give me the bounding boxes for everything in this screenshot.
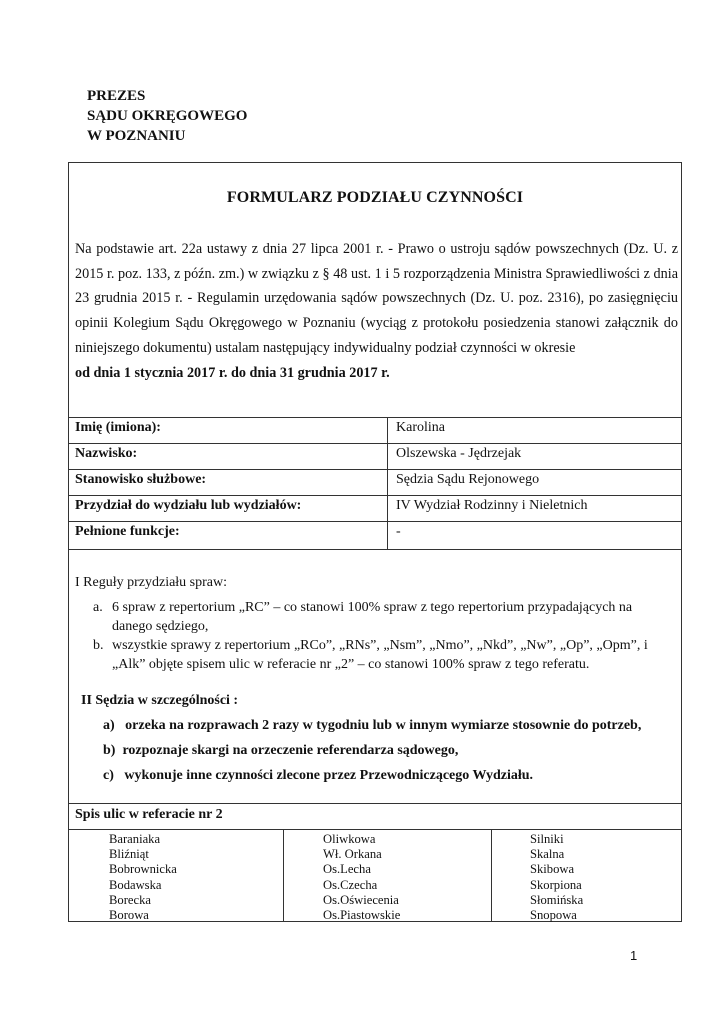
- duty-text: rozpoznaje skargi na orzeczenie referendarza sądowego,: [122, 743, 459, 758]
- header-line-3: W POZNANIU: [87, 128, 186, 144]
- duties-title: II Sędzia w szczególności :: [81, 693, 239, 708]
- intro-text: Na podstawie art. 22a ustawy z dnia 27 lipca 2001 r. - Prawo o ustroju sądów powszechnych (Dz. U. z 2015 r. poz. 133, z późn. zm.) w związku z § 48 ust. 1 i 5 rozporządzenia Ministra Sprawiedliwości z dnia 23 grudnia 2015 r. - Regulamin urzędowania sądów powszechnych (Dz. U. poz. 2316), po zasięgnięciu opinii Kolegium Sądu Okręgowego w Poznaniu (wyciąg z protokołu posiedzenia stanowi załącznik do niniejszego dokumentu) ustalam następujący indywidualny podział czynności w okresie: [75, 241, 678, 356]
- street-name: Borowa: [109, 908, 149, 923]
- street-name: Skorpiona: [530, 877, 582, 892]
- street-name: Os.Oświecenia: [323, 892, 399, 907]
- street-name: Silniki: [530, 832, 564, 846]
- assignment-rules: [75, 573, 675, 675]
- street-name: Bliźniąt: [109, 847, 149, 862]
- field-row-functions: [69, 521, 681, 546]
- intro-period: od dnia 1 stycznia 2017 r. do dnia 31 grudnia 2017 r.: [75, 364, 390, 381]
- page-number: 1: [630, 948, 638, 963]
- form-title: FORMULARZ PODZIAŁU CZYNNOŚCI: [226, 189, 524, 206]
- field-value: Olszewska - Jędrzejak: [396, 446, 522, 461]
- duty-item: [103, 768, 533, 784]
- intro-paragraph: [75, 237, 678, 385]
- street-name: Os.Piastowskie: [323, 908, 401, 923]
- field-label: Imię (imiona):: [75, 420, 161, 435]
- street-name: Baraniaka: [109, 832, 161, 846]
- form-frame: [68, 162, 682, 922]
- street-name: Os.Lecha: [323, 862, 371, 877]
- duty-text: orzeka na rozprawach 2 razy w tygodniu lub w innym wymiarze stosownie do potrzeb,: [125, 718, 642, 733]
- street-name: Skibowa: [530, 862, 575, 877]
- field-value: -: [396, 524, 401, 539]
- streets-column-1: [109, 832, 177, 923]
- field-label: Przydział do wydziału lub wydziałów:: [75, 498, 302, 513]
- duty-marker: a): [103, 718, 115, 733]
- rule-marker: a.: [93, 600, 103, 615]
- streets-column-2: [323, 832, 400, 923]
- streets-column-3: [530, 832, 583, 923]
- field-row-first-name: [69, 417, 681, 442]
- duty-marker: b): [103, 743, 116, 758]
- rule-marker: b.: [93, 638, 104, 653]
- field-value: Sędzia Sądu Rejonowego: [396, 472, 540, 487]
- duty-marker: c): [103, 768, 114, 783]
- field-row-surname: [69, 443, 681, 468]
- field-row-position: [69, 469, 681, 494]
- header-line-2: SĄDU OKRĘGOWEGO: [87, 108, 248, 124]
- duty-item: [103, 743, 458, 759]
- street-name: Wł. Orkana: [323, 847, 382, 862]
- rules-list: [75, 599, 675, 674]
- street-name: Snopowa: [530, 908, 577, 923]
- rule-text: wszystkie sprawy z repertorium „RCo”, „RNs”, „Nsm”, „Nmo”, „Nkd”, „Nw”, „Op”, „Opm”, i „Alk” objęte spisem ulic w referacie nr „2” – co stanowi 100% spraw z tego referatu.: [112, 638, 648, 672]
- header-line-1: PREZES: [87, 88, 146, 104]
- rule-item: [93, 599, 675, 636]
- divider: [69, 549, 681, 550]
- street-name: Skalna: [530, 847, 565, 862]
- rules-title: I Reguły przydziału spraw:: [75, 575, 228, 590]
- field-label: Stanowisko służbowe:: [75, 472, 207, 487]
- duty-text: wykonuje inne czynności zlecone przez Przewodniczącego Wydziału.: [124, 768, 534, 783]
- street-name: Borecka: [109, 892, 151, 907]
- street-name: Bobrownicka: [109, 862, 177, 877]
- street-name: Słomińska: [530, 892, 584, 907]
- field-row-division: [69, 495, 681, 520]
- field-value: Karolina: [396, 420, 445, 435]
- street-name: Bodawska: [109, 877, 162, 892]
- field-value: IV Wydział Rodzinny i Nieletnich: [396, 498, 588, 513]
- street-name: Oliwkowa: [323, 832, 376, 846]
- divider: [69, 803, 681, 804]
- document-header: [87, 86, 247, 146]
- column-divider: [387, 417, 388, 550]
- field-label: Pełnione funkcje:: [75, 524, 180, 539]
- street-name: Os.Czecha: [323, 877, 378, 892]
- streets-grid: [69, 829, 681, 922]
- field-label: Nazwisko:: [75, 446, 138, 461]
- rule-text: 6 spraw z repertorium „RC” – co stanowi 100% spraw z tego repertorium przypadających na danego sędziego,: [112, 600, 633, 634]
- streets-title: Spis ulic w referacie nr 2: [75, 807, 223, 822]
- rule-item: [93, 637, 675, 674]
- duty-item: [103, 718, 641, 734]
